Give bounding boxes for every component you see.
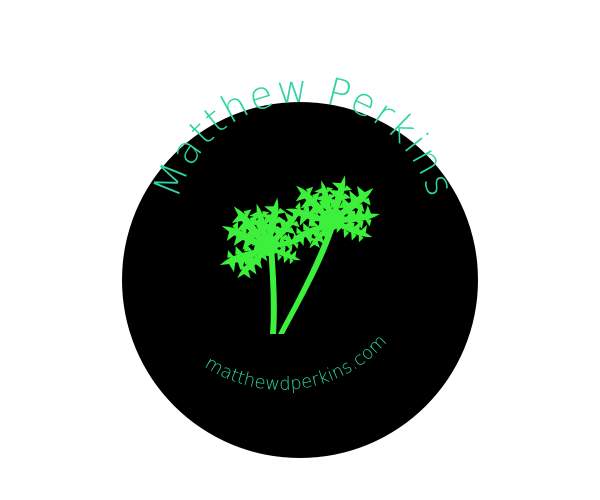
logo-title: Matthew Perkins [144,66,464,204]
logo-url: matthewdperkins.com [201,330,392,395]
